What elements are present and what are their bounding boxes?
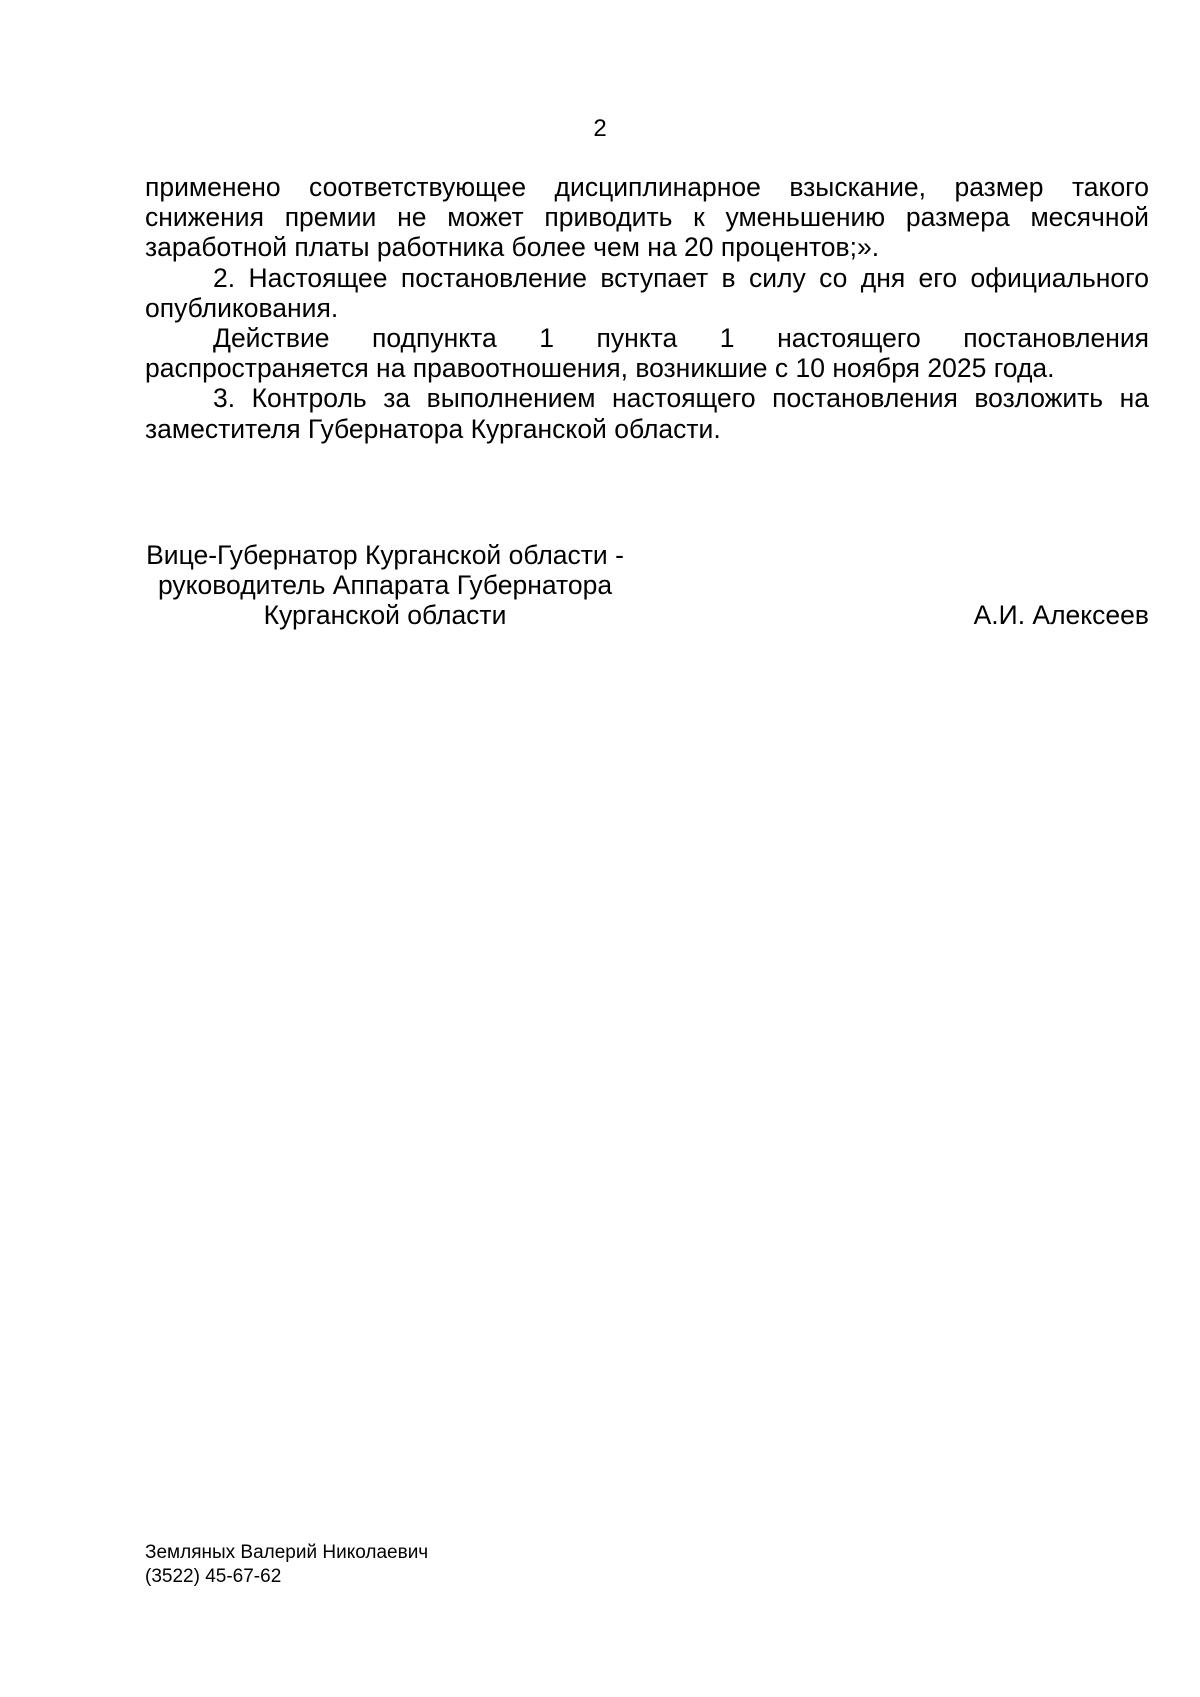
paragraph-item-2: 2. Настоящее постановление вступает в силу со дня его официального опубликования. <box>145 262 1149 323</box>
paragraph-item-3: 3. Контроль за выполнением настоящего постановления возложить на заместителя Губернатора Курганской области. <box>145 383 1149 444</box>
executor-info <box>145 1541 428 1588</box>
signatory-name: А.И. Алексеев <box>973 600 1149 630</box>
signatory-position-line: Курганской области <box>263 600 507 631</box>
signatory-position-line: руководитель Аппарата Губернатора <box>157 570 613 601</box>
signatory-position <box>145 540 625 631</box>
document-body <box>145 172 1149 444</box>
paragraph-continuation: применено соответствующее дисциплинарное взыскание, размер такого снижения премии не может приводить к уменьшению размера месячной заработной платы работника более чем на 20 процентов;». <box>145 172 1149 263</box>
signatory-position-line: Вице-Губернатор Курганской области - <box>146 540 624 570</box>
executor-name: Земляных Валерий Николаевич <box>145 1542 429 1563</box>
paragraph-effect: Действие подпункта 1 пункта 1 настоящего постановления распространяется на правоотношения, возникшие с 10 ноября 2025 года. <box>145 323 1149 384</box>
page-number: 2 <box>593 115 607 142</box>
executor-phone: (3522) 45-67-62 <box>145 1565 282 1587</box>
